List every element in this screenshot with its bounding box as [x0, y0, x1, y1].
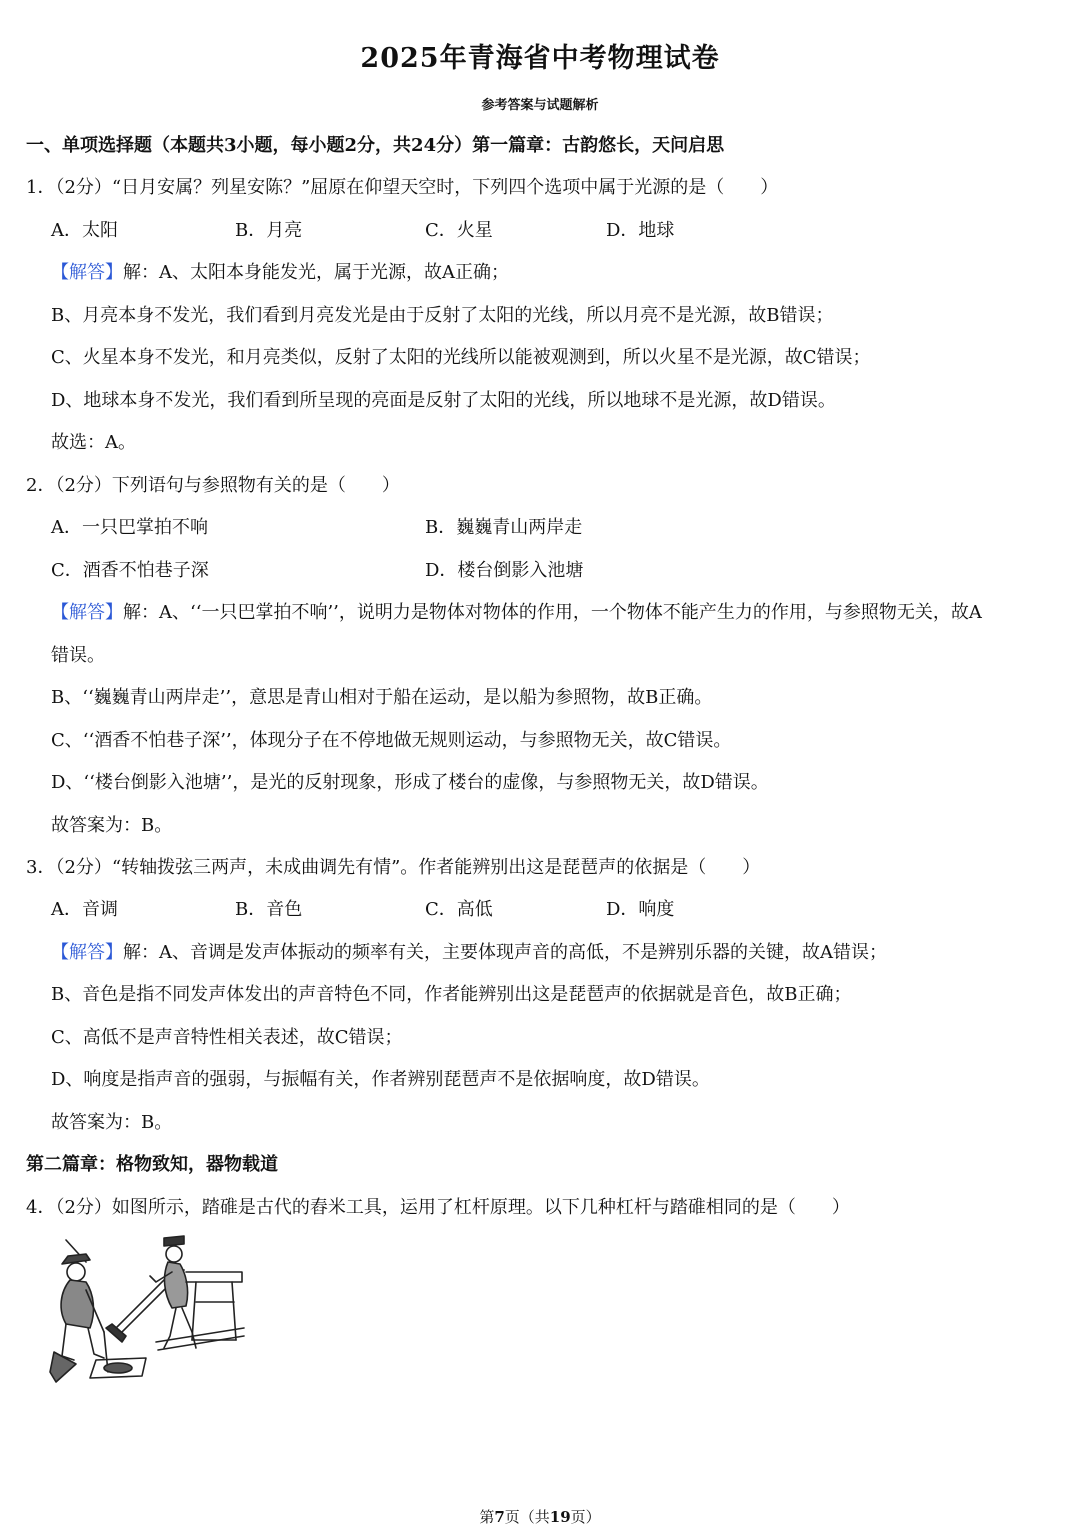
question-1-analysis-first — [51, 261, 509, 285]
question-3-analysis-first — [51, 941, 887, 965]
page-title: 2025年青海省中考物理试卷 — [360, 43, 720, 74]
question-3-analysis-line: D、响度是指声音的强弱，与振幅有关，作者辨别琵琶声不是依据响度，故D错误。 — [51, 1069, 710, 1090]
section-heading-2: 第二篇章：格物致知，器物载道 — [26, 1154, 278, 1175]
analysis-text: 解：A、‘‘一只巴掌拍不响’’，说明力是物体对物体的作用，一个物体不能产生力的作用，与参照物无关，故A — [123, 602, 982, 623]
footer-middle: 页（共 — [504, 1508, 550, 1526]
section-heading-1: 一、单项选择题（本题共3小题，每小题2分，共24分）第一篇章：古韵悠长，天问启思 — [26, 135, 725, 156]
question-1-option-b: B．月亮 — [235, 220, 303, 241]
tread-pestle-illustration — [46, 1232, 248, 1392]
question-1-option-a: A．太阳 — [51, 220, 118, 241]
question-3-stem: 3．（2分）“转轴拨弦三两声，未成曲调先有情”。作者能辨别出这是琵琶声的依据是（ ） — [26, 857, 761, 878]
question-1-analysis-line: B、月亮本身不发光，我们看到月亮发光是由于反射了太阳的光线，所以月亮不是光源，故B错误； — [51, 305, 834, 326]
question-2-stem: 2．（2分）下列语句与参照物有关的是（ ） — [26, 475, 400, 496]
question-1-analysis-line: D、地球本身不发光，我们看到所呈现的亮面是反射了太阳的光线，所以地球不是光源，故D错误。 — [51, 390, 836, 411]
question-3-option-d: D．响度 — [606, 899, 675, 920]
question-3-option-a: A．音调 — [51, 899, 118, 920]
analysis-text: 解：A、太阳本身能发光，属于光源，故A正确； — [123, 262, 509, 283]
page-footer — [0, 1506, 1080, 1527]
analysis-text: 解：A、音调是发声体振动的频率有关，主要体现声音的高低，不是辨别乐器的关键，故A错误； — [123, 942, 887, 963]
analysis-tag: 【解答】 — [51, 602, 123, 623]
question-3-answer: 故答案为：B。 — [51, 1112, 173, 1133]
question-2-analysis-line: 错误。 — [51, 645, 105, 666]
question-2-analysis-line: C、‘‘酒香不怕巷子深’’，体现分子在不停地做无规则运动，与参照物无关，故C错误。 — [51, 730, 732, 751]
footer-page-number: 7 — [494, 1508, 505, 1526]
analysis-tag: 【解答】 — [51, 262, 123, 283]
question-2-answer: 故答案为：B。 — [51, 815, 173, 836]
footer-prefix: 第 — [479, 1508, 495, 1526]
analysis-tag: 【解答】 — [51, 942, 123, 963]
question-1-analysis-line: C、火星本身不发光，和月亮类似，反射了太阳的光线所以能被观测到，所以火星不是光源，故C错误； — [51, 347, 871, 368]
question-2-option-c: C．酒香不怕巷子深 — [51, 560, 209, 581]
question-4-stem: 4．（2分）如图所示，踏碓是古代的舂米工具，运用了杠杆原理。以下几种杠杆与踏碓相同的是（ ） — [26, 1197, 850, 1218]
question-2-analysis-first — [51, 601, 982, 625]
question-2-option-a: A．一只巴掌拍不响 — [51, 517, 208, 538]
question-2-analysis-line: D、‘‘楼台倒影入池塘’’，是光的反射现象，形成了楼台的虚像，与参照物无关，故D错误。 — [51, 772, 769, 793]
question-3-analysis-line: B、音色是指不同发声体发出的声音特色不同，作者能辨别出这是琵琶声的依据就是音色，故B正确； — [51, 984, 852, 1005]
question-1-stem: 1．（2分）“日月安属？列星安陈？”屈原在仰望天空时，下列四个选项中属于光源的是（ ） — [26, 177, 779, 198]
page-subtitle: 参考答案与试题解析 — [481, 98, 599, 113]
question-3-option-c: C．高低 — [425, 899, 493, 920]
footer-suffix: 页） — [570, 1508, 601, 1526]
question-3-analysis-line: C、高低不是声音特性相关表述，故C错误； — [51, 1027, 403, 1048]
question-1-option-c: C．火星 — [425, 220, 493, 241]
footer-total-pages: 19 — [549, 1508, 571, 1526]
question-2-option-d: D．楼台倒影入池塘 — [425, 560, 584, 581]
question-1-answer: 故选：A。 — [51, 432, 136, 453]
question-1-option-d: D．地球 — [606, 220, 675, 241]
question-2-analysis-line: B、‘‘巍巍青山两岸走’’，意思是青山相对于船在运动，是以船为参照物，故B正确。 — [51, 687, 713, 708]
question-3-option-b: B．音色 — [235, 899, 303, 920]
question-2-option-b: B．巍巍青山两岸走 — [425, 517, 583, 538]
